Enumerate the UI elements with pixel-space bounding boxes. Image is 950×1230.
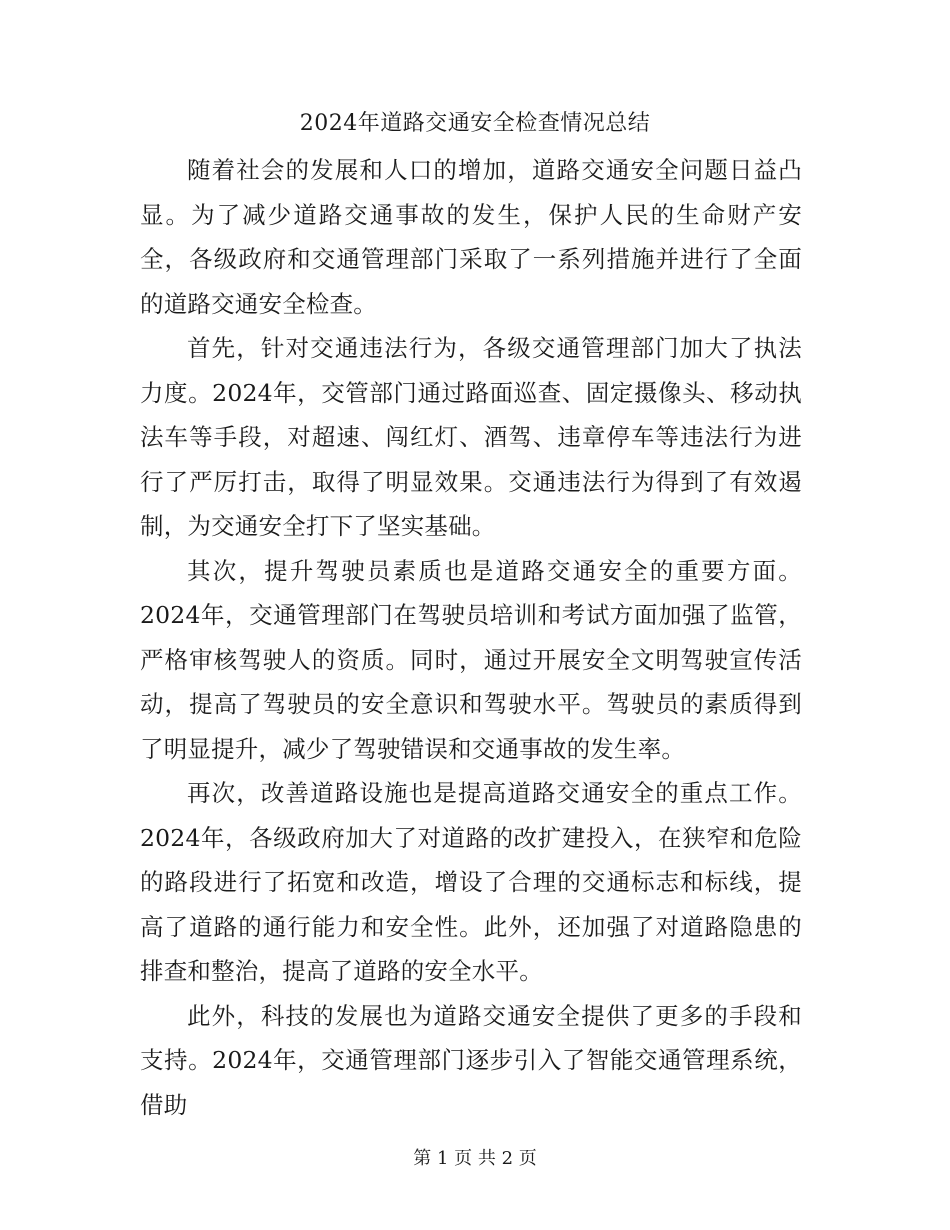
paragraph-intro: 随着社会的发展和人口的增加，道路交通安全问题日益凸显。为了减少道路交通事故的发生，保护人民的生命财产安全，各级政府和交通管理部门采取了一系列措施并进行了全面的道路交通安全检查。: [140, 156, 802, 318]
paragraph-technology: 此外，科技的发展也为道路交通安全提供了更多的手段和支持。2024年，交通管理部门逐步引入了智能交通管理系统，借助: [140, 1001, 802, 1119]
page-number-footer: 第 1 页 共 2 页: [413, 1148, 537, 1169]
paragraph-road-facilities: 再次，改善道路设施也是提高道路交通安全的重点工作。2024年，各级政府加大了对道路的改扩建投入，在狭窄和危险的路段进行了拓宽和改造，增设了合理的交通标志和标线，提高了道路的通行能力和安全性。此外，还加强了对道路隐患的排查和整治，提高了道路的安全水平。: [140, 779, 802, 985]
document-title: 2024年道路交通安全检查情况总结: [299, 111, 651, 136]
paragraph-enforcement: 首先，针对交通违法行为，各级交通管理部门加大了执法力度。2024年，交管部门通过路面巡查、固定摄像头、移动执法车等手段，对超速、闯红灯、酒驾、违章停车等违法行为进行了严厉打击，取得了明显效果。交通违法行为得到了有效遏制，为交通安全打下了坚实基础。: [140, 334, 802, 540]
paragraph-driver-quality: 其次，提升驾驶员素质也是道路交通安全的重要方面。2024年，交通管理部门在驾驶员培训和考试方面加强了监管，严格审核驾驶人的资质。同时，通过开展安全文明驾驶宣传活动，提高了驾驶员的安全意识和驾驶水平。驾驶员的素质得到了明显提升，减少了驾驶错误和交通事故的发生率。: [140, 556, 802, 763]
document-body: [140, 148, 802, 1127]
